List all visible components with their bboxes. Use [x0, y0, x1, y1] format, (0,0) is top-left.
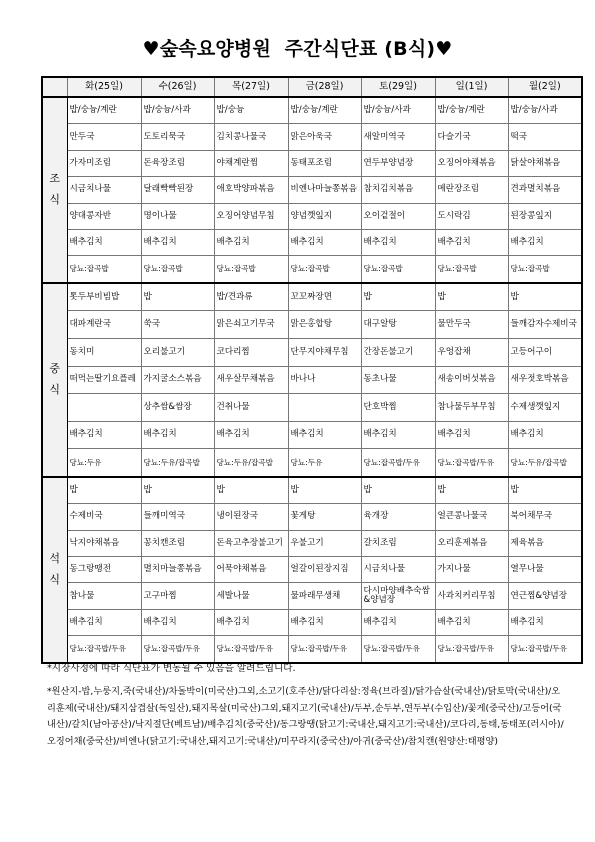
- menu-cell: 당뇨:두유/잡곡밥: [508, 449, 582, 477]
- menu-cell: 배추김치: [288, 609, 361, 635]
- menu-cell: 참나물: [67, 583, 141, 609]
- menu-cell: 연두부양념장: [361, 150, 435, 176]
- menu-row: [42, 530, 582, 556]
- menu-cell: 가지굴소스볶음: [141, 366, 214, 394]
- menu-cell: 애호박양파볶음: [214, 177, 288, 203]
- menu-cell: 닭살야채볶음: [508, 150, 582, 176]
- menu-cell: 톳두부비빔밥: [67, 283, 141, 311]
- menu-row: [42, 583, 582, 609]
- menu-row: [42, 394, 582, 422]
- menu-cell: 당뇨:잡곡밥: [214, 256, 288, 283]
- menu-cell: 당뇨:잡곡밥/두유: [508, 636, 582, 663]
- menu-cell: 꽁치캔조림: [141, 530, 214, 556]
- menu-cell: 단무지야채무침: [288, 338, 361, 366]
- menu-cell: 밥: [214, 477, 288, 504]
- menu-cell: 코다리찜: [214, 338, 288, 366]
- menu-cell: 배추김치: [435, 229, 508, 255]
- menu-cell: 돈육장조림: [141, 150, 214, 176]
- menu-row: [42, 421, 582, 449]
- menu-cell: 배추김치: [141, 229, 214, 255]
- menu-cell: 밥/견과류: [214, 283, 288, 311]
- menu-cell: 새우젓호박볶음: [508, 366, 582, 394]
- menu-cell: 밥: [508, 283, 582, 311]
- header-corner: [42, 77, 67, 97]
- menu-cell: 밥: [508, 477, 582, 504]
- meal-label: 조 식: [42, 97, 67, 283]
- menu-cell: 당뇨:잡곡밥: [361, 256, 435, 283]
- menu-cell: 배추김치: [288, 229, 361, 255]
- menu-row: [42, 97, 582, 124]
- menu-cell: 배추김치: [214, 229, 288, 255]
- menu-cell: 당뇨:잡곡밥: [288, 256, 361, 283]
- menu-cell: 당뇨:잡곡밥/두유: [361, 636, 435, 663]
- menu-cell: 멸치마늘쫑볶음: [141, 557, 214, 583]
- menu-cell: 들깨미역국: [141, 504, 214, 530]
- day-header: 월(2일): [508, 77, 582, 97]
- menu-cell: 배추김치: [435, 421, 508, 449]
- menu-cell: 물파래무생채: [288, 583, 361, 609]
- menu-cell: 견과멸치볶음: [508, 177, 582, 203]
- menu-cell: 밥: [435, 477, 508, 504]
- menu-cell: 배추김치: [435, 609, 508, 635]
- menu-cell: 다시마양배추숙쌈&양념장: [361, 583, 435, 609]
- menu-cell: 비엔나마늘쫑볶음: [288, 177, 361, 203]
- menu-cell: 밥/숭늉/사과: [508, 97, 582, 124]
- menu-cell: 배추김치: [67, 609, 141, 635]
- menu-cell: 배추김치: [141, 609, 214, 635]
- menu-cell: 시금치나물: [67, 177, 141, 203]
- menu-cell: 냉이된장국: [214, 504, 288, 530]
- menu-cell: 동그랑땡전: [67, 557, 141, 583]
- menu-cell: 낙지야채볶음: [67, 530, 141, 556]
- menu-cell: 얼큰콩나물국: [435, 504, 508, 530]
- menu-cell: 동치미: [67, 338, 141, 366]
- menu-cell: 떡국: [508, 124, 582, 150]
- menu-cell: 도시락김: [435, 203, 508, 229]
- menu-cell: 배추김치: [508, 229, 582, 255]
- menu-cell: 쑥국: [141, 311, 214, 339]
- menu-cell: 사과치커리무침: [435, 583, 508, 609]
- menu-cell: 맑은홍합탕: [288, 311, 361, 339]
- menu-cell: 밥/숭늉: [214, 97, 288, 124]
- menu-cell: 떠먹는딸기요플레: [67, 366, 141, 394]
- menu-row: [42, 124, 582, 150]
- menu-cell: 참치김치볶음: [361, 177, 435, 203]
- menu-cell: 밥/숭늉/계란: [288, 97, 361, 124]
- menu-cell: 오징어야채볶음: [435, 150, 508, 176]
- menu-cell: 꼬꼬짜장면: [288, 283, 361, 311]
- menu-cell: 제육볶음: [508, 530, 582, 556]
- day-header: 화(25일): [67, 77, 141, 97]
- menu-cell: [288, 394, 361, 422]
- menu-cell: 오징어양념무침: [214, 203, 288, 229]
- menu-cell: 단호박찜: [361, 394, 435, 422]
- menu-cell: 고등어구이: [508, 338, 582, 366]
- menu-cell: 배추김치: [361, 609, 435, 635]
- menu-cell: 야채계란찜: [214, 150, 288, 176]
- menu-cell: 열무나물: [508, 557, 582, 583]
- menu-row: [42, 609, 582, 635]
- menu-row: [42, 150, 582, 176]
- menu-cell: 들깨감자수제비국: [508, 311, 582, 339]
- menu-cell: 연근찜&양념장: [508, 583, 582, 609]
- menu-cell: 밥: [141, 283, 214, 311]
- menu-cell: 배추김치: [67, 229, 141, 255]
- menu-cell: 갈치조림: [361, 530, 435, 556]
- menu-row: [42, 311, 582, 339]
- menu-cell: 당뇨:두유: [67, 449, 141, 477]
- menu-cell: [67, 394, 141, 422]
- day-header: 목(27일): [214, 77, 288, 97]
- menu-cell: 동초나물: [361, 366, 435, 394]
- menu-row: [42, 636, 582, 663]
- menu-row: [42, 177, 582, 203]
- menu-cell: 당뇨:잡곡밥: [435, 256, 508, 283]
- menu-cell: 새우살무채볶음: [214, 366, 288, 394]
- menu-body: [42, 97, 582, 663]
- menu-cell: 동태포조림: [288, 150, 361, 176]
- menu-cell: 대파계란국: [67, 311, 141, 339]
- menu-cell: 맑은쇠고기무국: [214, 311, 288, 339]
- menu-cell: 간장돈불고기: [361, 338, 435, 366]
- menu-row: [42, 203, 582, 229]
- menu-cell: 건취나물: [214, 394, 288, 422]
- menu-cell: 당뇨:잡곡밥/두유: [288, 636, 361, 663]
- menu-cell: 명이나물: [141, 203, 214, 229]
- menu-cell: 오이겉절이: [361, 203, 435, 229]
- menu-cell: 수제생깻잎지: [508, 394, 582, 422]
- menu-cell: 시금치나물: [361, 557, 435, 583]
- menu-cell: 밥: [288, 477, 361, 504]
- day-header: 토(29일): [361, 77, 435, 97]
- meal-label: 중 식: [42, 283, 67, 477]
- menu-cell: 밥: [141, 477, 214, 504]
- menu-row: [42, 366, 582, 394]
- menu-cell: 육개장: [361, 504, 435, 530]
- menu-row: [42, 557, 582, 583]
- change-notice: *시장사정에 따라 식단표가 변동될 수 있음을 알려드립니다.: [47, 663, 296, 674]
- menu-cell: 김치콩나물국: [214, 124, 288, 150]
- menu-cell: 맑은아욱국: [288, 124, 361, 150]
- menu-cell: 밥/숭늉/계란: [67, 97, 141, 124]
- menu-cell: 북어채무국: [508, 504, 582, 530]
- menu-cell: 배추김치: [288, 421, 361, 449]
- menu-row: [42, 477, 582, 504]
- menu-cell: 당뇨:잡곡밥: [67, 256, 141, 283]
- menu-cell: 오리불고기: [141, 338, 214, 366]
- menu-cell: 당뇨:잡곡밥/두유: [435, 636, 508, 663]
- menu-cell: 오리훈제볶음: [435, 530, 508, 556]
- menu-cell: 당뇨:잡곡밥: [141, 256, 214, 283]
- meal-label: 석 식: [42, 477, 67, 663]
- day-header: 금(28일): [288, 77, 361, 97]
- menu-cell: 우엉잡채: [435, 338, 508, 366]
- menu-cell: 얼갈이된장지짐: [288, 557, 361, 583]
- menu-row: [42, 283, 582, 311]
- menu-cell: 고구마찜: [141, 583, 214, 609]
- menu-cell: 배추김치: [141, 421, 214, 449]
- day-header: 일(1일): [435, 77, 508, 97]
- menu-row: [42, 229, 582, 255]
- menu-cell: 당뇨:두유: [288, 449, 361, 477]
- menu-cell: 배추김치: [214, 609, 288, 635]
- weekly-menu-table: [41, 76, 583, 664]
- menu-cell: 어묵야채볶음: [214, 557, 288, 583]
- menu-cell: 바나나: [288, 366, 361, 394]
- menu-cell: 참나물두부무침: [435, 394, 508, 422]
- menu-cell: 밥: [435, 283, 508, 311]
- menu-cell: 만두국: [67, 124, 141, 150]
- menu-cell: 다슬기국: [435, 124, 508, 150]
- menu-cell: 수제비국: [67, 504, 141, 530]
- menu-cell: 당뇨:잡곡밥: [508, 256, 582, 283]
- menu-row: [42, 256, 582, 283]
- menu-cell: 배추김치: [214, 421, 288, 449]
- menu-cell: 된장콩잎지: [508, 203, 582, 229]
- menu-cell: 배추김치: [361, 421, 435, 449]
- menu-cell: 양념깻잎지: [288, 203, 361, 229]
- menu-cell: 당뇨:두유/잡곡밥: [214, 449, 288, 477]
- menu-cell: 배추김치: [508, 609, 582, 635]
- menu-cell: 꽃게탕: [288, 504, 361, 530]
- menu-cell: 밥/숭늉/사과: [141, 97, 214, 124]
- menu-cell: 메란장조림: [435, 177, 508, 203]
- menu-cell: 우불고기: [288, 530, 361, 556]
- menu-row: [42, 504, 582, 530]
- menu-cell: 밥: [67, 477, 141, 504]
- menu-cell: 당뇨:두유/잡곡밥: [141, 449, 214, 477]
- menu-row: [42, 449, 582, 477]
- menu-row: [42, 338, 582, 366]
- menu-cell: 당뇨:잡곡밥/두유: [361, 449, 435, 477]
- menu-cell: 배추김치: [508, 421, 582, 449]
- menu-cell: 배추김치: [361, 229, 435, 255]
- menu-cell: 밥: [361, 477, 435, 504]
- menu-cell: 도토리묵국: [141, 124, 214, 150]
- menu-cell: 양대콩자반: [67, 203, 141, 229]
- menu-cell: 가자미조림: [67, 150, 141, 176]
- origin-notice: *원산지-밥,누룽지,죽(국내산)/차돌박이(미국산)그외,소고기(호주산)/닭다리살:정육(브라질)/닭가슴살(국내산)/닭토막(국내산)/오리훈제(국내산)/돼지삼겹살(독일산),돼지목살(미국산)그외,돼지고기(국내산)/두부,순두부,연두부(수입산)/꽃게(중국산)/고등어(국내산)/갈치(남아공산)/낙지절단(베트남)/배추김치(중국산)/동그랑땡(닭고기:국내산,돼지고기:국내산)/코다리,동태,동태포(러시아)/오징어채(중국산)/비엔나(닭고기:국내산,돼지고기:국내산)/미꾸라지(중국산)/아귀(중국산)/참치캔(원양산:태평양): [47, 686, 564, 747]
- menu-cell: 돈육고추장불고기: [214, 530, 288, 556]
- menu-cell: 밥/숭늉/사과: [361, 97, 435, 124]
- menu-cell: 물만두국: [435, 311, 508, 339]
- menu-cell: 당뇨:잡곡밥/두유: [214, 636, 288, 663]
- page-title: ♥숲속요양병원 주간식단표 (B식)♥: [142, 38, 453, 60]
- menu-cell: 달래빡빡된장: [141, 177, 214, 203]
- menu-cell: 밥/숭늉/계란: [435, 97, 508, 124]
- menu-cell: 당뇨:잡곡밥/두유: [141, 636, 214, 663]
- menu-cell: 당뇨:잡곡밥/두유: [67, 636, 141, 663]
- menu-cell: 새송이버섯볶음: [435, 366, 508, 394]
- menu-cell: 세발나물: [214, 583, 288, 609]
- menu-cell: 가지나물: [435, 557, 508, 583]
- menu-cell: 상추쌈&쌈장: [141, 394, 214, 422]
- menu-cell: 새알미역국: [361, 124, 435, 150]
- day-header: 수(26일): [141, 77, 214, 97]
- menu-cell: 밥: [361, 283, 435, 311]
- menu-cell: 대구알탕: [361, 311, 435, 339]
- menu-cell: 당뇨:잡곡밥/두유: [435, 449, 508, 477]
- menu-cell: 배추김치: [67, 421, 141, 449]
